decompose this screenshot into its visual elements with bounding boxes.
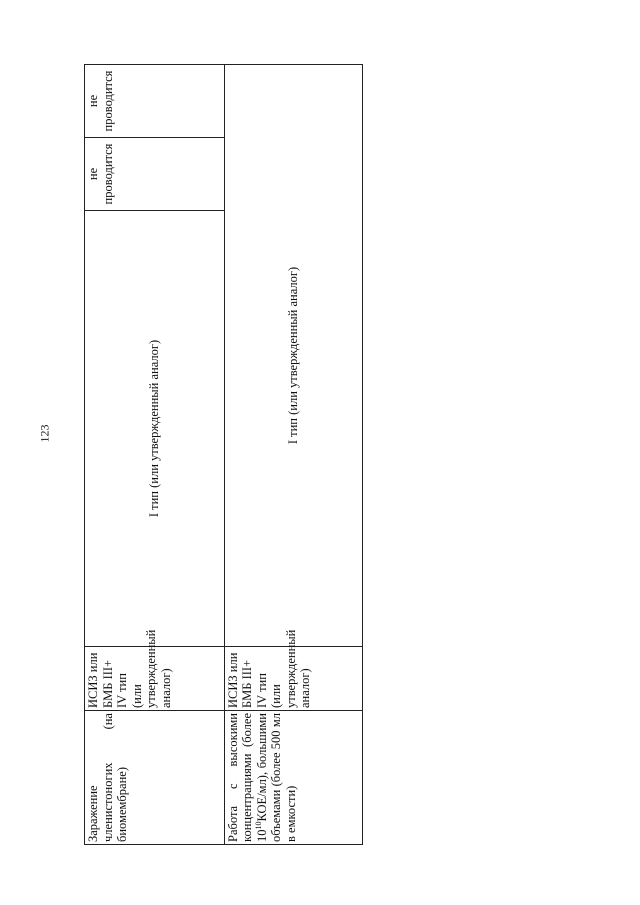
protection-type-cell: I тип (или утвержденный аналог) (224, 65, 363, 647)
protection-class-cell: ИСИЗ или БМБ III+ IV тип (или утвержденный аналог) (224, 647, 363, 711)
table-row (85, 65, 225, 845)
protection-class-cell: ИСИЗ или БМБ III+ IV тип (или утвержденный аналог) (85, 647, 225, 711)
table-row (224, 65, 363, 845)
requirements-table (84, 64, 363, 845)
work-type-cell (224, 711, 363, 845)
work-type-cell: Заражение членистоногих (на биомембране) (85, 711, 225, 845)
work-type-text: КОЕ/мл), большими объемами (более 500 мл в емкости) (254, 713, 298, 842)
not-performed-cell: не проводится (85, 65, 225, 138)
exponent: 10 (253, 821, 263, 830)
protection-type-cell: I тип (или утвержденный аналог) (85, 211, 225, 647)
rotated-table-container (84, 65, 363, 845)
page-number: 123 (37, 424, 52, 443)
work-type-text: Работа с высокими концентрациями (более 10 (225, 713, 269, 842)
not-performed-cell: не проводится (85, 138, 225, 211)
